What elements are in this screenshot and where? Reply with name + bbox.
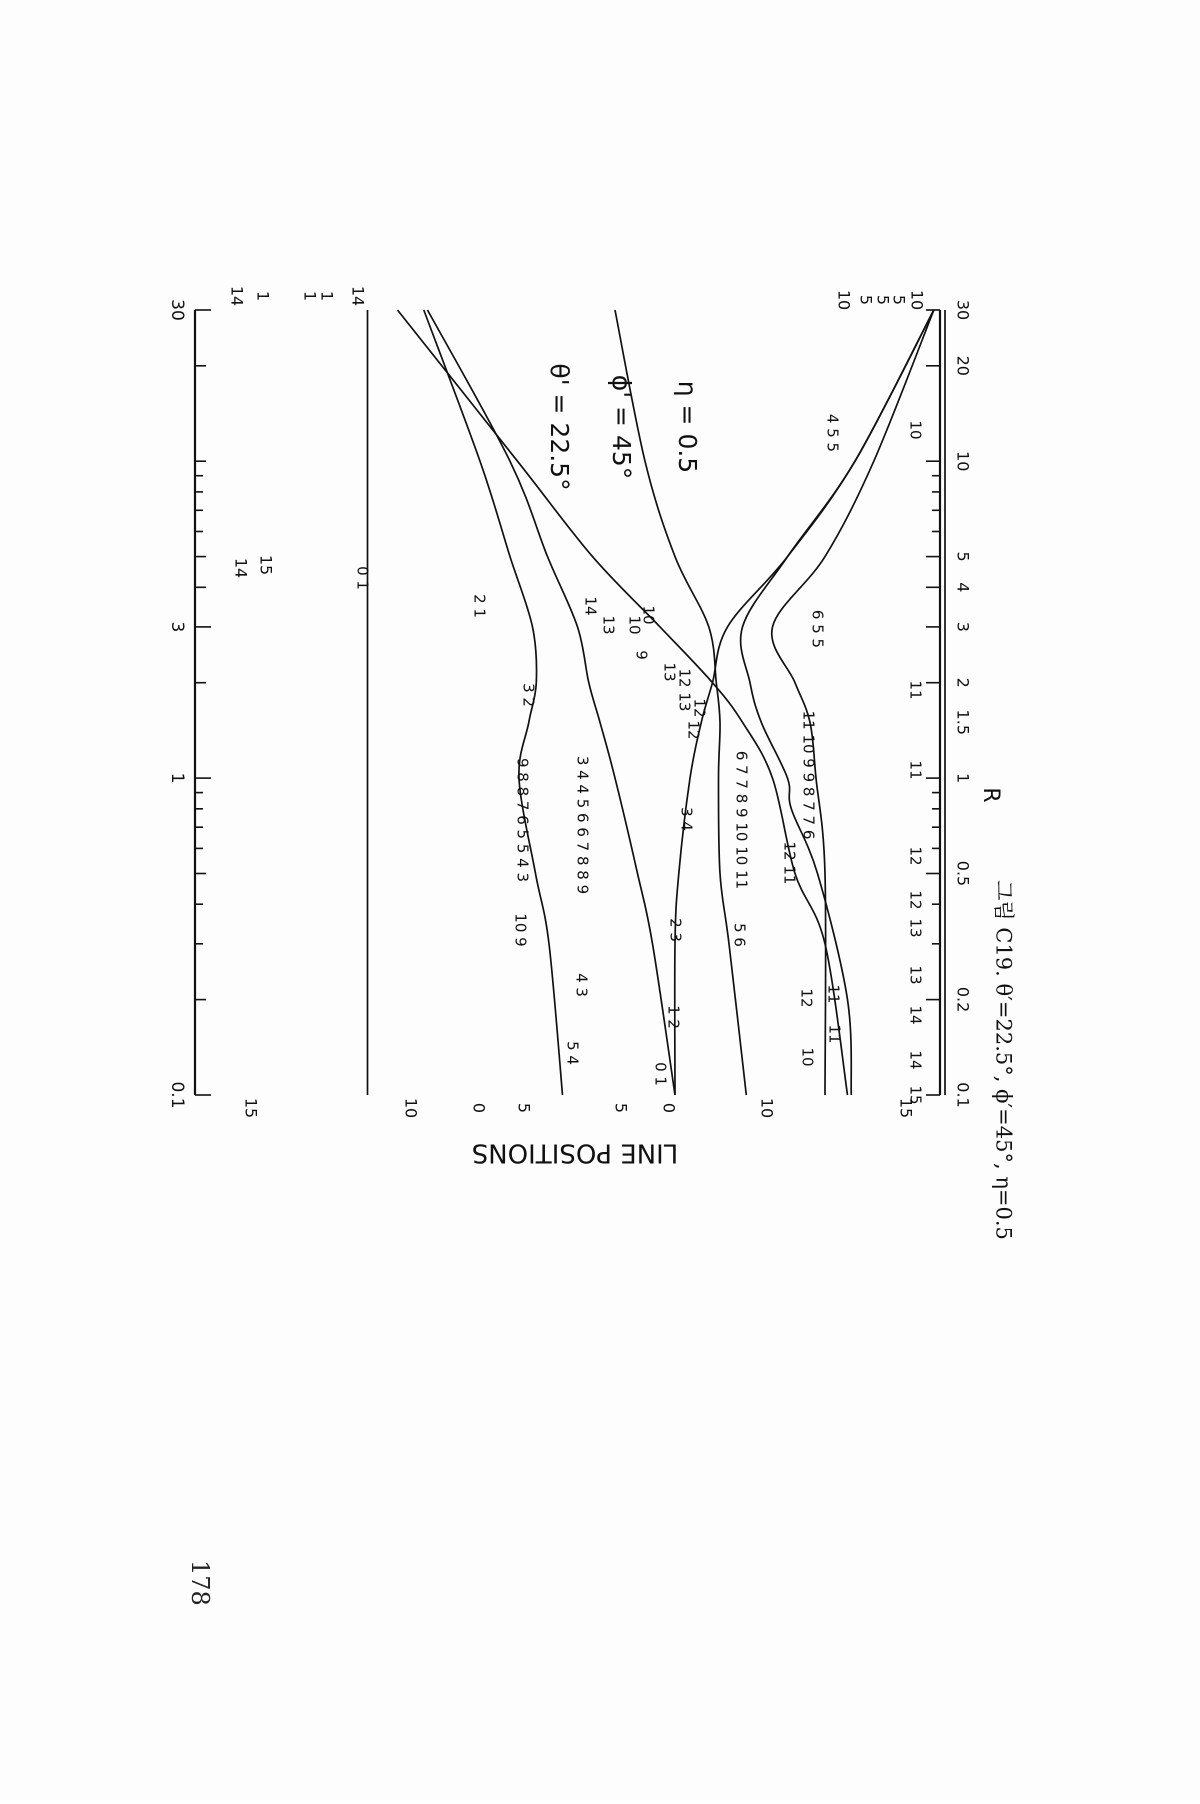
right-bottom-endpoint-label: 5 — [889, 294, 909, 306]
curve-annotation: 14 — [581, 596, 600, 616]
bottom-axis-tick-label: 4 — [953, 582, 973, 593]
bottom-axis-tick-label: 0.2 — [953, 986, 973, 1013]
curve-annotation: 3 4 — [677, 807, 696, 831]
bottom-rule-level-label: 14 — [906, 1050, 925, 1070]
left-endpoint-label: 0 — [469, 1102, 489, 1114]
top-rule-level-label: 15 — [256, 554, 276, 576]
left-endpoint-label: 15 — [241, 1097, 261, 1119]
right-top-endpoint-label: 14 — [348, 285, 368, 307]
curve-annotation: 4 5 5 — [823, 413, 842, 453]
bottom-rule-level-label: 11 — [906, 680, 925, 700]
curve-annotation: 12 — [690, 698, 709, 718]
curve-annotation: 0 1 — [651, 1062, 670, 1086]
curve-annotation: 0 1 — [353, 566, 372, 590]
bottom-rule-level-label: 13 — [906, 965, 925, 985]
bottom-axis-tick-label: 2 — [953, 677, 973, 688]
bottom-axis-tick-label: 1.5 — [953, 709, 973, 736]
bottom-rule-level-label: 12 — [906, 890, 925, 910]
curve-annotation: 12 — [684, 720, 703, 740]
curve-annotation: 10 — [798, 1047, 817, 1067]
curve-annotation: 13 — [599, 615, 618, 635]
left-endpoint-label: 0 — [659, 1102, 679, 1114]
curve-annotation: 9 8 8 7 6 5 5 4 3 — [513, 757, 532, 883]
right-top-endpoint-label: 1 — [300, 290, 320, 302]
curves-group — [368, 310, 946, 1095]
left-endpoint-label: 5 — [514, 1102, 534, 1114]
bottom-axis-tick-label: 0.1 — [953, 1082, 973, 1108]
curve-annotation: 5 6 — [730, 923, 749, 947]
curve-annotation: 11 — [824, 984, 843, 1004]
bottom-axis-tick-label: 5 — [953, 551, 973, 562]
y-axis-label: LINE POSITIONS — [471, 1137, 679, 1168]
right-bottom-endpoint-label: 5 — [856, 294, 876, 306]
curve-annotation: 3 2 — [519, 683, 538, 707]
parameter-label: θ' = 22.5° — [545, 363, 574, 491]
curve-annotation: 10 — [625, 615, 644, 635]
curve-annotation: 10 — [639, 605, 658, 625]
bottom-axis-tick-label: 30 — [953, 299, 973, 321]
curve-annotation: 9 — [632, 650, 651, 660]
right-bottom-endpoint-label: 5 — [873, 294, 893, 306]
bottom-rule-level-label: 10 — [906, 420, 925, 440]
curve-annotation: 5 4 — [563, 1041, 582, 1065]
curve-annotation: 12 13 — [675, 668, 694, 712]
curve-annotation: 13 — [660, 662, 679, 682]
left-endpoint-label: 15 — [896, 1097, 916, 1119]
right-bottom-endpoint-label: 10 — [907, 289, 927, 311]
bottom-axis-tick-label: 20 — [953, 355, 973, 376]
curve-annotation: 2 1 — [470, 594, 489, 618]
bottom-axis-tick-label: 3 — [953, 621, 973, 632]
labels-group — [228, 286, 1016, 1240]
right-top-endpoint-label: 1 — [253, 290, 273, 302]
curve-annotation: 6 5 5 — [808, 609, 827, 649]
figure-caption: 그림 C19. θ′=22.5°, ϕ′=45°, η=0.5 — [991, 880, 1016, 1240]
bottom-rule-level-label: 15 — [906, 1085, 925, 1105]
top-axis-tick-label: 3 — [167, 621, 187, 633]
left-endpoint-label: 10 — [401, 1097, 421, 1119]
bottom-rule-level-label: 13 — [906, 918, 925, 938]
curve-annotation: 2 3 — [666, 918, 685, 942]
curve-annotation: 12 11 — [780, 841, 799, 885]
bottom-axis-tick-label: 1 — [953, 773, 973, 784]
curve-annotation: 6 7 7 8 9 10 10 11 — [732, 750, 751, 890]
parameter-label: ϕ' = 45° — [607, 374, 636, 480]
curve-annotation: 3 4 4 5 6 6 7 8 8 9 — [573, 755, 592, 895]
x-axis-label: R — [978, 787, 1003, 803]
left-endpoint-label: 10 — [757, 1097, 777, 1119]
curve-annotation: 11 10 9 9 8 7 7 6 — [799, 710, 818, 840]
top-axis-tick-label: 1 — [167, 772, 187, 784]
curve-annotation: 4 3 — [572, 973, 591, 997]
curve-annotation: 12 — [797, 988, 816, 1008]
curve-annotation: 11 — [825, 1024, 844, 1044]
bottom-rule-level-label: 14 — [906, 1005, 925, 1025]
top-rule-level-label: 14 — [231, 557, 251, 579]
curve-annotation: 10 9 — [511, 913, 530, 947]
parameter-label: η = 0.5 — [673, 380, 702, 474]
right-top-endpoint-label: 14 — [227, 285, 247, 307]
right-top-endpoint-label: 1 — [317, 290, 337, 302]
page-number: 178 — [186, 1560, 214, 1606]
bottom-axis-tick-label: 10 — [953, 451, 973, 472]
top-axis-tick-label: 30 — [167, 299, 187, 321]
axes-group — [167, 299, 1003, 1167]
bottom-rule-level-label: 11 — [906, 760, 925, 780]
top-axis-tick-label: 0.1 — [167, 1081, 187, 1109]
bottom-rule-level-label: 12 — [906, 846, 925, 866]
curve-annotation: 1 2 — [664, 1005, 683, 1029]
bottom-axis-tick-label: 0.5 — [953, 860, 973, 887]
left-endpoint-label: 5 — [611, 1102, 631, 1114]
right-bottom-endpoint-label: 10 — [834, 289, 854, 311]
